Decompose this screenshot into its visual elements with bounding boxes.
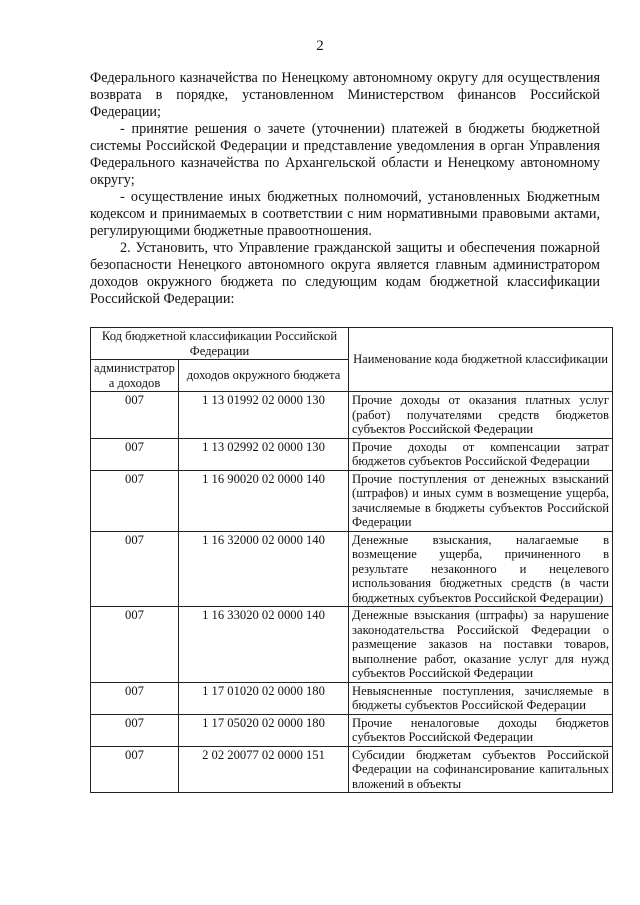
- code-name-cell: Прочие доходы от оказания платных услуг (работ) получателями средств бюджетов субъектов Российской Федерации: [349, 392, 613, 439]
- header-code-name: Наименование кода бюджетной классификации: [349, 328, 613, 392]
- table-row: [91, 438, 613, 470]
- income-code-cell: 1 13 01992 02 0000 130: [179, 392, 349, 439]
- code-name-cell: Прочие доходы от компенсации затрат бюджетов субъектов Российской Федерации: [349, 438, 613, 470]
- admin-code-cell: 007: [91, 392, 179, 439]
- table-row: [91, 714, 613, 746]
- code-name-cell: Прочие поступления от денежных взысканий (штрафов) и иных сумм в возмещение ущерба, зачисляемые в бюджеты субъектов Российской Федерации: [349, 470, 613, 531]
- paragraph-other-powers: - осуществление иных бюджетных полномочий, установленных Бюджетным кодексом и принимаемых в соответствии с ним нормативными правовыми актами, регулирующими бюджетные правоотношения.: [90, 189, 600, 239]
- income-code-cell: 1 17 05020 02 0000 180: [179, 714, 349, 746]
- table-row: [91, 392, 613, 439]
- code-name-cell: Денежные взыскания (штрафы) за нарушение законодательства Российской Федерации о размещение заказов на поставки товаров, выполнение работ, оказание услуг для нужд субъектов Российской Федерации: [349, 607, 613, 683]
- header-income-code: доходов окружного бюджета: [179, 360, 349, 392]
- admin-code-cell: 007: [91, 746, 179, 793]
- code-name-cell: Прочие неналоговые доходы бюджетов субъектов Российской Федерации: [349, 714, 613, 746]
- table-row: [91, 682, 613, 714]
- table-row: [91, 746, 613, 793]
- code-name-cell: Невыясненные поступления, зачисляемые в бюджеты субъектов Российской Федерации: [349, 682, 613, 714]
- table-row: [91, 470, 613, 531]
- income-code-cell: 1 17 01020 02 0000 180: [179, 682, 349, 714]
- admin-code-cell: 007: [91, 438, 179, 470]
- income-code-cell: 1 16 33020 02 0000 140: [179, 607, 349, 683]
- admin-code-cell: 007: [91, 714, 179, 746]
- income-code-cell: 2 02 20077 02 0000 151: [179, 746, 349, 793]
- admin-code-cell: 007: [91, 607, 179, 683]
- paragraph-continuation: Федерального казначейства по Ненецкому автономному округу для осуществления возврата в порядке, установленном Министерством финансов Российской Федерации;: [90, 70, 600, 120]
- admin-code-cell: 007: [91, 682, 179, 714]
- income-code-cell: 1 13 02992 02 0000 130: [179, 438, 349, 470]
- paragraph-offset-decision: - принятие решения о зачете (уточнении) платежей в бюджеты бюджетной системы Российской Федерации и представление уведомления в орган Управления Федерального казначейства по Архангельской области и Ненецкому автономному округу;: [90, 121, 600, 188]
- admin-code-cell: 007: [91, 470, 179, 531]
- paragraph-item-2: 2. Установить, что Управление гражданской защиты и обеспечения пожарной безопасности Ненецкого автономного округа является главным администратором доходов окружного бюджета по следующим кодам бюджетной классификации Российской Федерации:: [90, 240, 600, 307]
- table-row: [91, 607, 613, 683]
- table-row: [91, 531, 613, 607]
- code-name-cell: Субсидии бюджетам субъектов Российской Федерации на софинансирование капитальных вложений в объекты: [349, 746, 613, 793]
- budget-codes-table: [90, 327, 613, 793]
- income-code-cell: 1 16 90020 02 0000 140: [179, 470, 349, 531]
- code-name-cell: Денежные взыскания, налагаемые в возмещение ущерба, причиненного в результате незаконного и нецелевого использования бюджетных средств (в части бюджетных субъектов Российской Федерации): [349, 531, 613, 607]
- header-administrator: администратор а доходов: [91, 360, 179, 392]
- page-number: 2: [316, 38, 324, 54]
- income-code-cell: 1 16 32000 02 0000 140: [179, 531, 349, 607]
- header-kbk-group: Код бюджетной классификации Российской Федерации: [91, 328, 349, 360]
- admin-code-cell: 007: [91, 531, 179, 607]
